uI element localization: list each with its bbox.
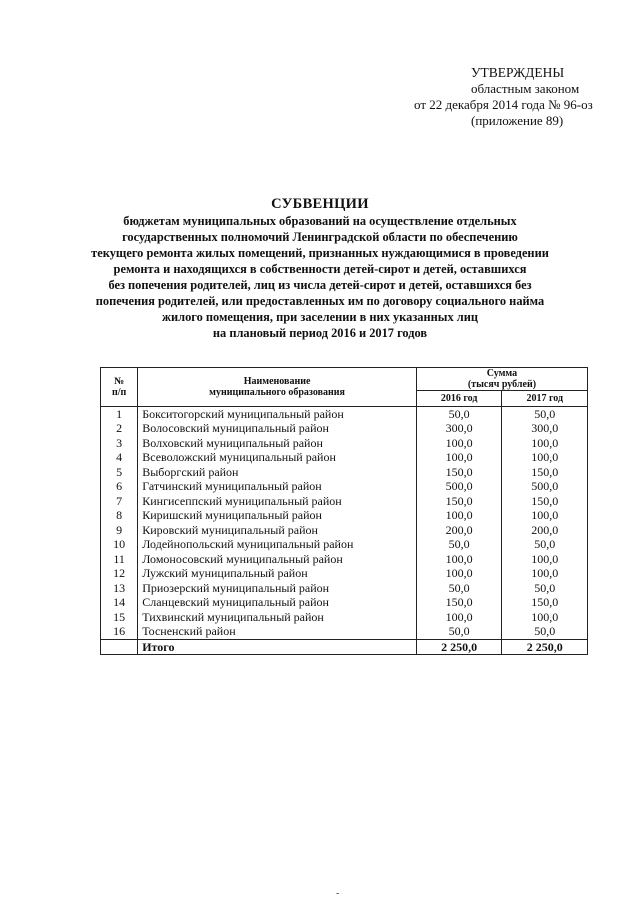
row-number: 5	[101, 465, 138, 480]
row-municipality: Тихвинский муниципальный район	[138, 610, 417, 625]
header-number	[101, 368, 138, 407]
total-label: Итого	[138, 639, 417, 655]
page-mark: -	[336, 888, 340, 899]
row-number: 16	[101, 624, 138, 639]
row-value-2017: 50,0	[502, 406, 588, 421]
approval-block	[0, 63, 640, 133]
header-number-abbr: п/п	[111, 386, 127, 398]
table-row	[101, 479, 588, 494]
row-value-2016: 50,0	[416, 537, 502, 552]
row-municipality: Гатчинский муниципальный район	[138, 479, 417, 494]
row-value-2017: 100,0	[502, 610, 588, 625]
row-value-2016: 100,0	[416, 508, 502, 523]
row-number: 8	[101, 508, 138, 523]
row-number: 10	[101, 537, 138, 552]
row-number: 2	[101, 421, 138, 436]
row-number: 12	[101, 566, 138, 581]
row-municipality: Волховский муниципальный район	[138, 436, 417, 451]
approval-law-date: от 22 декабря 2014 года № 96-оз	[414, 97, 593, 112]
row-value-2016: 100,0	[416, 450, 502, 465]
total-2017: 2 250,0	[502, 639, 588, 655]
row-municipality: Приозерский муниципальный район	[138, 581, 417, 596]
row-value-2017: 150,0	[502, 465, 588, 480]
row-value-2017: 100,0	[502, 552, 588, 567]
table-row	[101, 465, 588, 480]
row-value-2016: 150,0	[416, 465, 502, 480]
row-value-2016: 500,0	[416, 479, 502, 494]
row-value-2016: 150,0	[416, 595, 502, 610]
header-name	[138, 368, 417, 407]
table-row	[101, 436, 588, 451]
header-sum-line2: (тысяч рублей)	[467, 379, 537, 390]
row-number: 6	[101, 479, 138, 494]
row-value-2016: 50,0	[416, 406, 502, 421]
row-municipality: Бокситогорский муниципальный район	[138, 406, 417, 421]
row-value-2017: 150,0	[502, 494, 588, 509]
row-value-2017: 300,0	[502, 421, 588, 436]
table-row	[101, 494, 588, 509]
subtitle-line: ремонта и находящихся в собственности детей-сирот и детей, оставшихся	[113, 262, 527, 276]
header-sum	[416, 368, 587, 391]
subventions-table	[100, 367, 588, 655]
row-value-2017: 200,0	[502, 523, 588, 538]
row-value-2016: 50,0	[416, 581, 502, 596]
row-value-2016: 100,0	[416, 610, 502, 625]
row-municipality: Киришский муниципальный район	[138, 508, 417, 523]
row-value-2017: 500,0	[502, 479, 588, 494]
row-number: 11	[101, 552, 138, 567]
row-value-2017: 150,0	[502, 595, 588, 610]
row-municipality: Тосненский район	[138, 624, 417, 639]
subtitle-line: бюджетам муниципальных образований на осуществление отдельных	[123, 214, 517, 228]
row-value-2016: 100,0	[416, 566, 502, 581]
table-row	[101, 552, 588, 567]
row-value-2016: 200,0	[416, 523, 502, 538]
document-title: СУБВЕНЦИИ	[271, 196, 369, 212]
table-row	[101, 610, 588, 625]
table-row	[101, 624, 588, 639]
row-number: 3	[101, 436, 138, 451]
row-value-2016: 100,0	[416, 552, 502, 567]
document-subtitle	[20, 213, 620, 341]
table-row	[101, 566, 588, 581]
row-value-2017: 100,0	[502, 436, 588, 451]
header-number-symbol: №	[114, 375, 125, 387]
row-municipality: Ломоносовский муниципальный район	[138, 552, 417, 567]
row-number: 13	[101, 581, 138, 596]
subtitle-line: на плановый период 2016 и 2017 годов	[212, 326, 428, 340]
row-value-2016: 100,0	[416, 436, 502, 451]
row-value-2016: 150,0	[416, 494, 502, 509]
header-name-line2: муниципального образования	[209, 386, 345, 398]
subtitle-line: текущего ремонта жилых помещений, признанных нуждающимися в проведении	[91, 246, 549, 260]
header-year-2017: 2017 год	[502, 391, 588, 407]
row-municipality: Кингисеппский муниципальный район	[138, 494, 417, 509]
table-row	[101, 523, 588, 538]
approval-heading: УТВЕРЖДЕНЫ	[471, 65, 565, 80]
row-number: 7	[101, 494, 138, 509]
row-value-2017: 50,0	[502, 537, 588, 552]
row-value-2016: 50,0	[416, 624, 502, 639]
table-row	[101, 595, 588, 610]
subtitle-line: попечения родителей, или предоставленных им по договору социального найма	[95, 294, 545, 308]
table-row	[101, 421, 588, 436]
row-municipality: Выборгский район	[138, 465, 417, 480]
table-row	[101, 537, 588, 552]
total-row	[101, 639, 588, 655]
row-number: 14	[101, 595, 138, 610]
header-sum-line1: Сумма	[486, 368, 518, 379]
row-value-2016: 300,0	[416, 421, 502, 436]
table-row	[101, 406, 588, 421]
subtitle-line: без попечения родителей, лиц из числа детей-сирот и детей, оставшихся без	[108, 278, 532, 292]
table-row	[101, 450, 588, 465]
subtitle-line: государственных полномочий Ленинградской области по обеспечению	[122, 230, 518, 244]
subtitle-line: жилого помещения, при заселении в них указанных лиц	[162, 310, 478, 324]
table-row	[101, 581, 588, 596]
header-name-line1: Наименование	[243, 375, 311, 387]
approval-appendix: (приложение 89)	[471, 113, 564, 128]
approval-law-type: областным законом	[471, 81, 580, 96]
row-number: 4	[101, 450, 138, 465]
row-value-2017: 50,0	[502, 624, 588, 639]
row-municipality: Лужский муниципальный район	[138, 566, 417, 581]
row-municipality: Кировский муниципальный район	[138, 523, 417, 538]
row-value-2017: 100,0	[502, 508, 588, 523]
row-municipality: Лодейнопольский муниципальный район	[138, 537, 417, 552]
row-municipality: Всеволожский муниципальный район	[138, 450, 417, 465]
row-value-2017: 100,0	[502, 566, 588, 581]
row-number: 15	[101, 610, 138, 625]
header-year-2016: 2016 год	[416, 391, 502, 407]
total-num-cell	[101, 639, 138, 655]
row-value-2017: 100,0	[502, 450, 588, 465]
total-2016: 2 250,0	[416, 639, 502, 655]
row-number: 1	[101, 406, 138, 421]
row-number: 9	[101, 523, 138, 538]
row-value-2017: 50,0	[502, 581, 588, 596]
table-row	[101, 508, 588, 523]
row-municipality: Волосовский муниципальный район	[138, 421, 417, 436]
row-municipality: Сланцевский муниципальный район	[138, 595, 417, 610]
